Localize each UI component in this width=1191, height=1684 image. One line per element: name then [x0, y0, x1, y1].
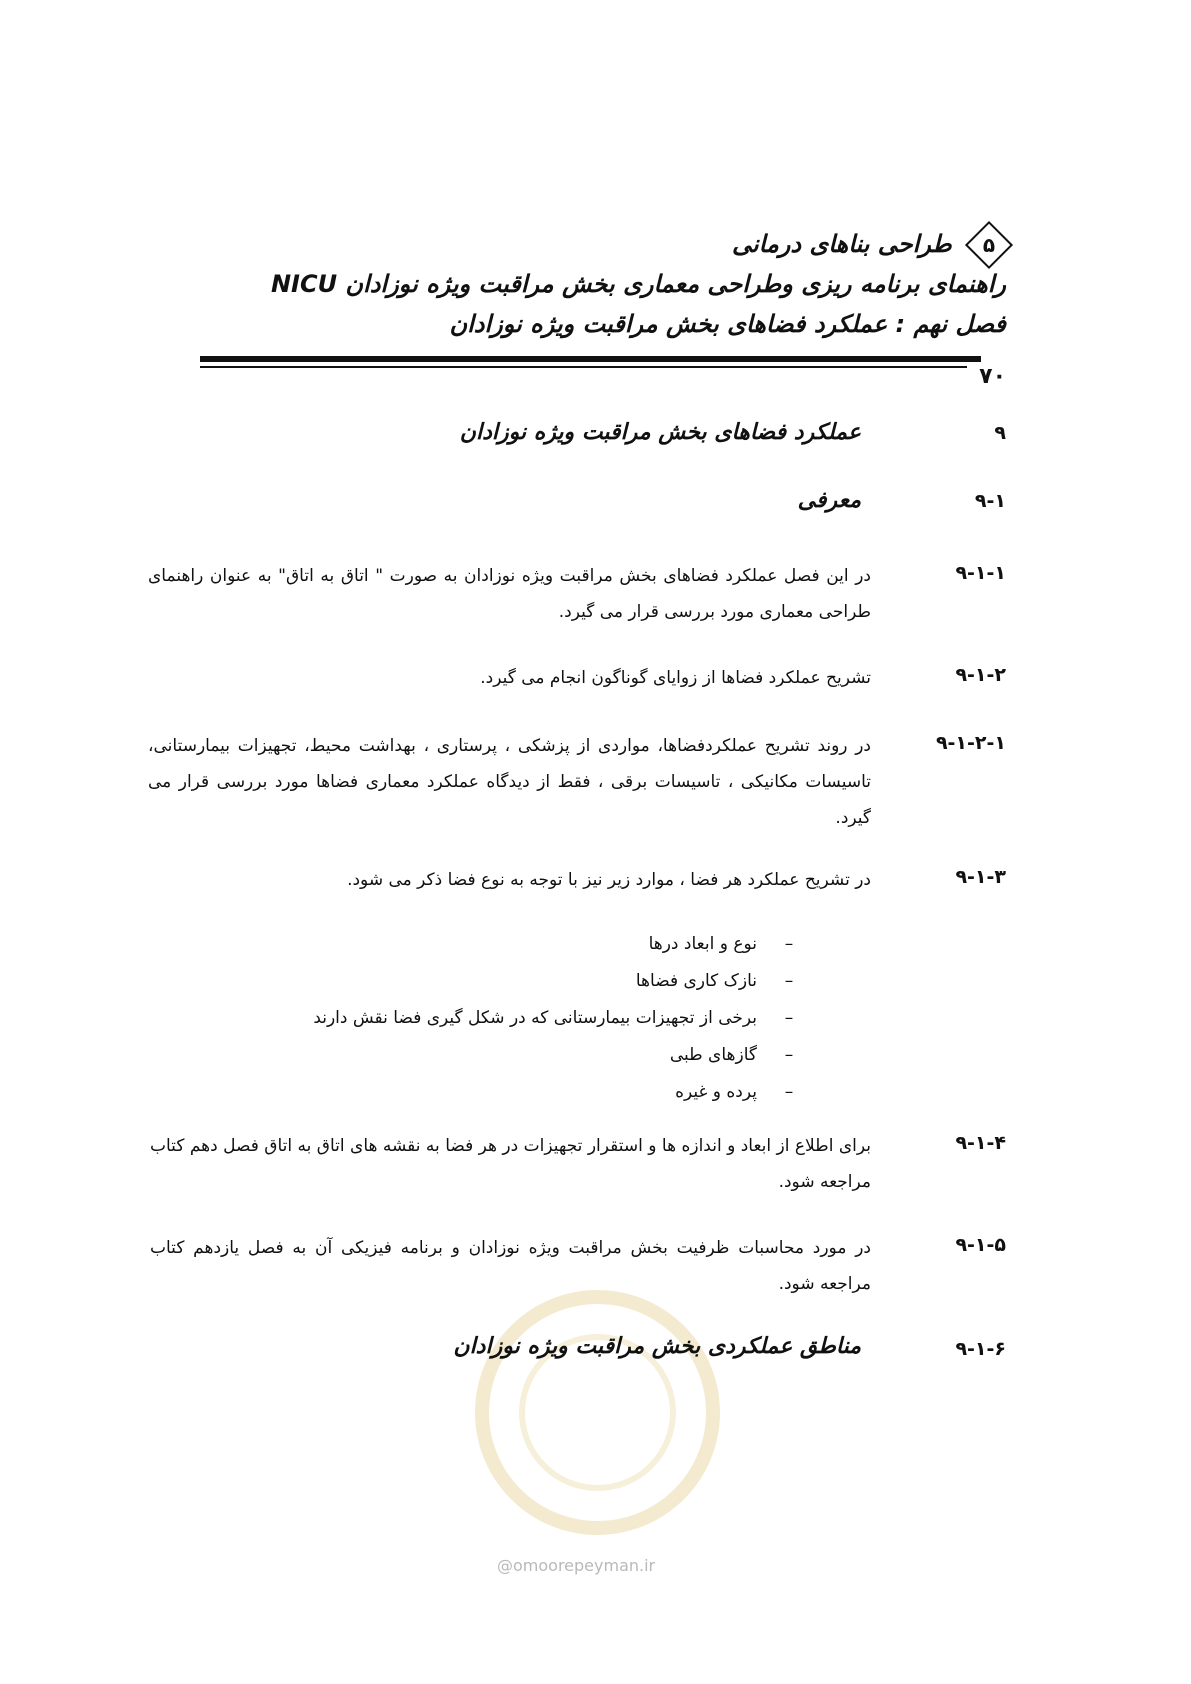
chapter-title: فصل نهم : عملکرد فضاهای بخش مراقبت ویژه نوزادان: [449, 310, 1006, 338]
paragraph-number: ۹-۱-۳: [955, 866, 1006, 888]
header-rule-thick: [200, 356, 981, 362]
watermark-seal: [475, 1290, 720, 1535]
list-item: –پرده و غیره: [675, 1082, 794, 1102]
book-title: راهنمای برنامه ریزی وطراحی معماری بخش مراقبت ویژه نوزادان NICU: [270, 270, 1006, 298]
section-title: عملکرد فضاهای بخش مراقبت ویژه نوزادان: [459, 420, 861, 445]
subsection-title: معرفی: [797, 488, 861, 513]
paragraph-number: ۹-۱-۱: [955, 562, 1006, 584]
bullet-list: [313, 926, 803, 1111]
paragraph-text: در مورد محاسبات ظرفیت بخش مراقبت ویژه نوزادان و برنامه فیزیکی آن به فصل یازدهم کتاب مراجعه شود.: [150, 1238, 871, 1294]
section-number: ۹: [994, 422, 1006, 444]
final-heading-title: مناطق عملکردی بخش مراقبت ویژه نوزادان: [453, 1334, 861, 1359]
subsection-number: ۹-۱: [974, 490, 1006, 512]
paragraph-number: ۹-۱-۲-۱: [935, 732, 1006, 754]
list-item: –نازک کاری فضاها: [635, 971, 794, 991]
paragraph-number: ۹-۱-۵: [955, 1234, 1006, 1256]
paragraph-text: در تشریح عملکرد هر فضا ، موارد زیر نیز با توجه به نوع فضا ذکر می شود.: [347, 870, 871, 890]
paragraph-number: ۹-۱-۴: [955, 1132, 1006, 1154]
series-number-badge: [965, 221, 1013, 269]
series-title: [732, 228, 1006, 262]
paragraph-number: ۹-۱-۶: [955, 1338, 1006, 1360]
watermark-url: @omoorepeyman.ir: [497, 1556, 656, 1575]
list-item: –برخی از تجهیزات بیمارستانی که در شکل گیری فضا نقش دارند: [313, 1008, 794, 1028]
list-item: –گازهای طبی: [669, 1045, 794, 1065]
paragraph-text: در این فصل عملکرد فضاهای بخش مراقبت ویژه نوزادان به صورت " اتاق به اتاق" به عنوان راهنمای طراحی معماری مورد بررسی قرار می گیرد.: [148, 566, 871, 622]
series-number: ۵: [982, 233, 996, 257]
header-rule-thin: [200, 366, 981, 368]
paragraph-text: در روند تشریح عملکردفضاها، مواردی از پزشکی ، پرستاری ، بهداشت محیط، تجهیزات بیمارستانی، تاسیسات مکانیکی ، تاسیسات برقی ، فقط از دیدگاه عملکرد معماری فضاها مورد بررسی قرار می گیرد.: [148, 736, 871, 828]
paragraph-number: ۹-۱-۲: [955, 664, 1006, 686]
paragraph-text: برای اطلاع از ابعاد و اندازه ها و استقرار تجهیزات در هر فضا به نقشه های اتاق به اتاق فصل دهم کتاب مراجعه شود.: [150, 1136, 871, 1192]
paragraph-text: تشریح عملکرد فضاها از زوایای گوناگون انجام می گیرد.: [480, 668, 871, 688]
series-title-text: طراحی بناهای درمانی: [731, 230, 952, 258]
list-item: –نوع و ابعاد درها: [648, 934, 794, 954]
page-number: ۷۰: [967, 364, 1006, 389]
